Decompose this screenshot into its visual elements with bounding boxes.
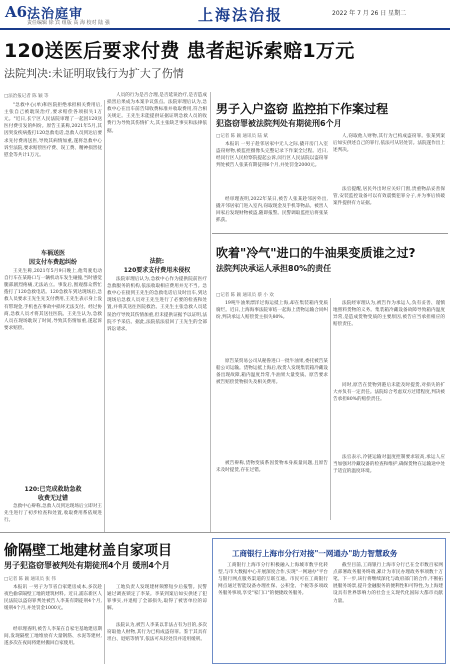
story3-byline: □记者 陈 颖 通讯员 蔡 小 欢: [216, 293, 274, 298]
story3-col2c-text: 法官表示,冷链运输对温度控制要求较高,承运人应当加强对冷藏设备的检查和维护,确保货物在运输途中处于适宜的温度环境。: [333, 455, 445, 475]
column-divider: [330, 298, 331, 520]
story2-col1-text: 本报讯 一男子趁邻居家中无人之际,撬开房门入室盗窃财物,被监控摄像头完整记录下作案全过程。近日,经闵行区人民检察院提起公诉,闵行区人民法院以盗窃罪判处被告人张某有期徒刑6个月,并处罚金2000元。: [216, 142, 328, 169]
lead-col1-subhead-b: 因支付车费起纠纷: [28, 259, 77, 266]
story3-col2b-text: 同时,原告在货物到港后未能及时提货,对损失的扩大亦负有一定责任。法院综合考虑双方过错程度,判决被告承担80%的赔偿责任。: [333, 383, 445, 403]
lead-col1c-text: 急救中心辩称,急救人员到达现场后立即对王先生进行了初步检查和处置,收取费用系依规进行。: [4, 504, 102, 524]
lead-col1-subhead-a: 车祸送医: [40, 250, 65, 257]
story3-col1c-text: 被告辩称,货物变质系因货物本身质量问题,且原告未及时提货,存在过错。: [216, 461, 328, 474]
story4-col1-text: 本报讯 一男子为节省自家建房成本,多次趁夜色偷拿隔壁工地的建筑材料。近日,浦东新区人民法院以盗窃罪判处被告人李某有期徒刑4个月,缓刑4个月,并处罚金1000元。: [4, 585, 102, 612]
header-divider: [0, 28, 450, 30]
story2-col1b-text: 经审理查明,2022年某日,被告人张某趁邻居外出,撬开邻居家门进入室内,窃取现金及手机等物品。被害人回家后发现财物被盗,随即报警。民警调取监控后将张某抓获。: [216, 197, 328, 224]
story2-headline: 男子入户盗窃 监控拍下作案过程: [216, 102, 389, 116]
lead-byline: □法治报记者 陈 颖 等: [4, 94, 49, 99]
story3-col2-text: 法院经审理认为,被告作为承运人,负有妥善、谨慎地照料货物的义务。集装箱冷藏设备故障导致箱内温度异常,是造成货物变质的主要原因,被告应当承担相应的赔偿责任。: [333, 301, 445, 328]
newspaper-masthead: 上海法治报: [198, 6, 284, 24]
story-divider: [212, 233, 448, 234]
page-number: A6: [5, 3, 28, 21]
story4-col1b-text: 经审理查明,被告人李某在自家宅基地建房期间,发现隔壁工地堆放有大量钢筋、水泥等建材,遂多次在夜间将建材搬回自家使用。: [4, 627, 102, 647]
publication-date: 2022 年 7 月 26 日 星期二: [332, 10, 407, 17]
section-title: 法治庭审: [27, 7, 84, 22]
story2-col2-text: 人,窃取他人财物,其行为已构成盗窃罪。张某到案后如实供述自己的罪行,依法可从轻处罚。法院遂作出上述判决。: [333, 134, 445, 154]
lead-col1-subhead-c: 120:已完成救助急救: [24, 486, 82, 493]
lead-col1b-text: 王先生称,2021年5月9日晚上,他驾驶电动自行车在某路口与一辆机动车发生碰撞,当时感觉腿部剧烈疼痛,无法站立。事发后,围观群众帮忙拨打了120急救电话。120急救车到达现场后,急救人员要求王先生先支付费用,王先生表示身上没有带现金,手机也在事故中损坏无法支付。经过协商,急救人员才将其送往医院。王先生认为,急救人员在现场耽误了时间,导致其伤情加重,遂起诉要求赔偿。: [4, 269, 102, 331]
lead-headline: 120送医后要求付费 患者起诉索赔1万元: [4, 40, 355, 62]
story3-headline: 吹着"冷气"进口的牛油果变质谁之过?: [216, 246, 416, 260]
column-divider: [104, 584, 105, 664]
story5-col1-text: 工商银行上海市分行积极融入上海城市数字化转型,与市大数据中心开展深度合作,实现"一网通办"平台与银行网点服务渠道的互联互通。市民可在工商银行网点通过智能设备办理社保、公积金、个税等多项政务服务事项,享受"家门口"的便捷政务服务。: [218, 563, 328, 597]
story2-subhead: 犯盗窃罪被法院判处有期徒刑6个月: [216, 119, 342, 128]
story5-col2-text: 截至目前,工商银行上海市分行已在全市数百家网点部署政务服务终端,累计为市民办理政务事项数十万笔。下一步,该行将继续深化与政府部门的合作,不断拓展服务场景,提升金融服务的便利性和可得性,为上海建设具有世界影响力的社会主义现代化国际大都市贡献力量。: [333, 563, 443, 604]
lead-subhead: 法院判决:未证明取钱行为扩大了伤情: [4, 67, 184, 80]
story5-headline: 工商银行上海市分行对接"一网通办"助力智慧政务: [232, 549, 398, 558]
lead-col1-text: "急救中心(单)和医院拒绝承担相关费用后,主张自己被耽误治疗,要求赔偿各项损失1万元。"近日,长宁区人民法院审理了一起因120送医付费引发的纠纷。原告王某称,2021年5月,其因突发疾病拨打120急救电话,急救人员到达后要求先付费再送医,导致其病情加重,遂将急救中心诉至法院,要求赔偿医疗费、误工费、精神损害抚慰金等共计1万元。: [4, 103, 102, 158]
section-divider: [0, 532, 450, 533]
story3-col1b-text: 原告某贸易公司从秘鲁进口一批牛油果,委托被告某船公司运输。货物运抵上海后,收货人发现集装箱冷藏设备出现故障,箱内温度异常,牛油果大量变质。原告要求被告赔偿货物损失及相关费用。: [216, 359, 328, 386]
story3-col1-text: 19吨牛油果漂洋过海运抵上海,却在集装箱内变质腐烂。近日,上海海事法院审结一起海上货物运输合同纠纷,判决承运人赔偿货主损失80%。: [216, 301, 328, 321]
column-divider: [104, 100, 105, 532]
story4-col2b-text: 法院认为,被告人李某以非法占有为目的,多次窃取他人财物,其行为已构成盗窃罪。鉴于其具有坦白、退赔等情节,依法可从轻处罚并适用缓刑。: [107, 623, 207, 643]
lead-col2-subhead-b: 120要求支付费用未侵权: [123, 267, 191, 274]
page-header: [0, 0, 450, 30]
lead-col1-subhead-d: 收费无过错: [37, 495, 68, 502]
lead-col2b-text: 法院审理后认为,急救中心作为提供院前医疗急救服务的机构,依法收取相应费用并无不当。急救中心在接到王先生的急救电话后及时出车,到达现场后急救人员对王先生进行了必要的检查和处置,并将其送往医院救治。王先生主张急救人员延误治疗导致其伤情加重,但未提供证据予以证明,法院不予采信。据此,法院依法驳回了王先生的全部诉讼请求。: [107, 277, 207, 332]
story2-byline: □记者 陈 颖 通讯员 陆 斌: [216, 134, 268, 139]
column-divider: [210, 92, 211, 532]
lead-col2-text: 人员的行为是否合理,是否延误治疗,是否造成损害后果成为本案争议焦点。法院审理后认为,急救中心在出车前告知收费标准并收取费用,符合相关规定。王先生未能提供证据证明急救人员的收费行为导致其伤情扩大,其主张缺乏事实和法律依据。: [107, 93, 207, 134]
lead-col2-subhead: 法院:: [149, 258, 165, 265]
story4-byline: □记者 陈 颖 通讯员 张 伟: [4, 577, 56, 582]
editor-credits: 责任编辑 徐 宾 组版 高 海 校对 陆 强: [27, 20, 110, 26]
story4-headline: 偷隔壁工地建材盖自家项目: [4, 543, 172, 559]
story4-col2-text: 工地负责人发现建材频繁短少后报警。民警通过调查锁定了李某。李某到案后如实供述了犯罪事实,并退赔了全部损失,取得了被害单位的谅解。: [107, 585, 207, 612]
story2-col2b-text: 法官提醒,居民外出时应关好门窗,贵重物品妥善保管,安装监控设备可以有效震慑犯罪分子,并为事后侦破案件提供有力证据。: [333, 187, 445, 207]
story3-subhead: 法院判决承运人承担80%的责任: [216, 264, 332, 273]
story4-subhead: 男子犯盗窃罪被判处有期徒刑4个月 缓刑4个月: [4, 561, 170, 570]
